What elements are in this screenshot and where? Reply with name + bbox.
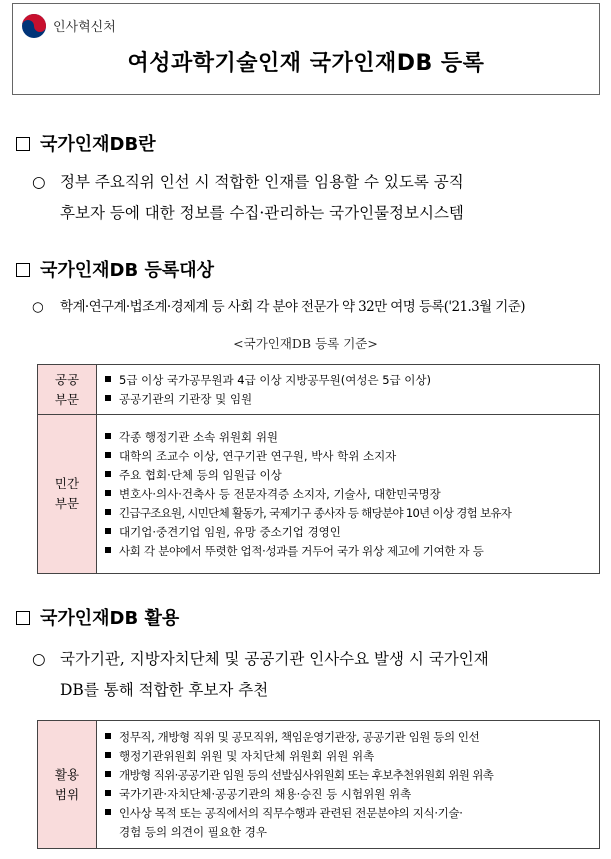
- criteria-table: [37, 364, 600, 574]
- item-text: 긴급구조요원, 시민단체 활동가, 국제기구 종사자 등 해당분야 10년 이상 경험 보유자: [119, 505, 512, 520]
- square-bullet-icon: [16, 263, 30, 277]
- item-text: 인사상 목적 또는 공직에서의 직무수행과 관련된 전문분야의 지식·기술·: [119, 805, 463, 820]
- section-1-paragraph: [32, 167, 602, 229]
- category-label: 민간: [54, 476, 80, 491]
- paragraph-line: 후보자 등에 대한 정보를 수집·관리하는 국가인물정보시스템: [60, 204, 464, 222]
- section-heading-text: 국가인재DB 등록대상: [40, 260, 215, 281]
- item-text: 경험 등의 의견이 필요한 경우: [119, 824, 267, 839]
- square-bullet-icon: [105, 376, 111, 382]
- category-label: 부문: [54, 496, 80, 511]
- item-text: 각종 행정기관 소속 위원회 위원: [119, 429, 279, 444]
- item-text: 국가기관·자치단체·공공기관의 채용·승진 등 시험위원 위촉: [119, 786, 412, 801]
- list-item: [105, 466, 591, 485]
- section-heading-text: 국가인재DB 활용: [40, 608, 180, 629]
- section-heading-usage: [16, 604, 179, 630]
- square-bullet-icon: [105, 790, 111, 796]
- paragraph-line: 학계·연구계·법조계·경제계 등 사회 각 분야 전문가 약 32만 여명 등록('21.3월 기준): [60, 299, 525, 315]
- square-bullet-icon: [105, 752, 111, 758]
- square-bullet-icon: [105, 395, 111, 401]
- document-header: [12, 3, 600, 95]
- items-cell: [97, 415, 600, 574]
- item-text: 주요 협회·단체 등의 임원급 이상: [119, 467, 282, 482]
- section-2-paragraph: [32, 292, 607, 323]
- square-bullet-icon: [16, 611, 30, 625]
- item-text: 대기업·중견기업 임원, 유망 중소기업 경영인: [119, 524, 341, 539]
- table-caption: <국가인재DB 등록 기준>: [233, 336, 378, 351]
- item-text: 행정기관위원회 위원 및 자치단체 위원회 위원 위촉: [119, 748, 375, 763]
- list-item: [105, 523, 591, 542]
- document-title: 여성과학기술인재 국가인재DB 등록: [127, 51, 485, 76]
- list-item: [105, 542, 591, 561]
- section-3-paragraph: [32, 644, 607, 706]
- table-row: [38, 415, 600, 574]
- square-bullet-icon: [105, 433, 111, 439]
- item-text: 정무직, 개방형 직위 및 공모직위, 책임운영기관장, 공공기관 임원 등의 인선: [119, 729, 480, 744]
- list-item: [105, 766, 591, 785]
- list-item: [105, 785, 591, 804]
- square-bullet-icon: [105, 733, 111, 739]
- category-cell: [38, 721, 97, 849]
- section-heading-db: [16, 130, 156, 156]
- square-bullet-icon: [105, 471, 111, 477]
- org-name: 인사혁신처: [53, 20, 116, 35]
- category-cell: [38, 415, 97, 574]
- circle-bullet: ○: [32, 650, 46, 668]
- circle-bullet: ○: [32, 299, 44, 315]
- section-heading-targets: [16, 256, 214, 282]
- square-bullet-icon: [105, 490, 111, 496]
- square-bullet-icon: [105, 809, 111, 815]
- items-cell: [97, 721, 600, 849]
- item-text: 대학의 조교수 이상, 연구기관 연구원, 박사 학위 소지자: [119, 448, 397, 463]
- list-item: [105, 804, 591, 823]
- list-item: [105, 747, 591, 766]
- item-text: 개방형 직위·공공기관 임원 등의 선발심사위원회 또는 후보추천위원회 위원 위촉: [119, 767, 494, 782]
- usage-table: [37, 720, 600, 849]
- item-text: 5급 이상 국가공무원과 4급 이상 지방공무원(여성은 5급 이상): [119, 372, 432, 387]
- list-item: [105, 728, 591, 747]
- list-item: [105, 485, 591, 504]
- list-item: [105, 371, 591, 390]
- list-item-continuation: [105, 823, 591, 842]
- item-text: 변호사·의사·건축사 등 전문자격증 소지자, 기술사, 대한민국명장: [119, 486, 441, 501]
- list-item: [105, 447, 591, 466]
- items-cell: [97, 365, 600, 415]
- circle-bullet: ○: [32, 173, 46, 191]
- category-label: 활용: [54, 766, 80, 782]
- table-row: [38, 721, 600, 849]
- category-label: 공공: [54, 371, 80, 387]
- list-item: [105, 504, 591, 523]
- section-heading-text: 국가인재DB란: [40, 134, 156, 155]
- item-text: 사회 각 분야에서 뚜렷한 업적·성과를 거두어 국가 위상 제고에 기여한 자 등: [119, 543, 484, 558]
- square-bullet-icon: [105, 452, 111, 458]
- square-bullet-icon: [105, 528, 111, 534]
- paragraph-line: 정부 주요직위 인선 시 적합한 인재를 임용할 수 있도록 공직: [60, 173, 464, 191]
- table-row: [38, 365, 600, 415]
- list-item: [105, 390, 591, 409]
- paragraph-line: 국가기관, 지방자치단체 및 공공기관 인사수요 발생 시 국가인재: [60, 650, 489, 668]
- square-bullet-icon: [105, 509, 111, 515]
- square-bullet-icon: [16, 137, 30, 151]
- item-text: 공공기관의 기관장 및 임원: [119, 391, 253, 406]
- korea-taegeuk-emblem-icon: [21, 13, 47, 39]
- category-label: 부문: [54, 391, 80, 407]
- square-bullet-icon: [105, 547, 111, 553]
- category-label: 범위: [54, 786, 80, 802]
- paragraph-line: DB를 통해 적합한 후보자 추천: [60, 681, 269, 699]
- square-bullet-icon: [105, 771, 111, 777]
- category-cell: [38, 365, 97, 415]
- list-item: [105, 428, 591, 447]
